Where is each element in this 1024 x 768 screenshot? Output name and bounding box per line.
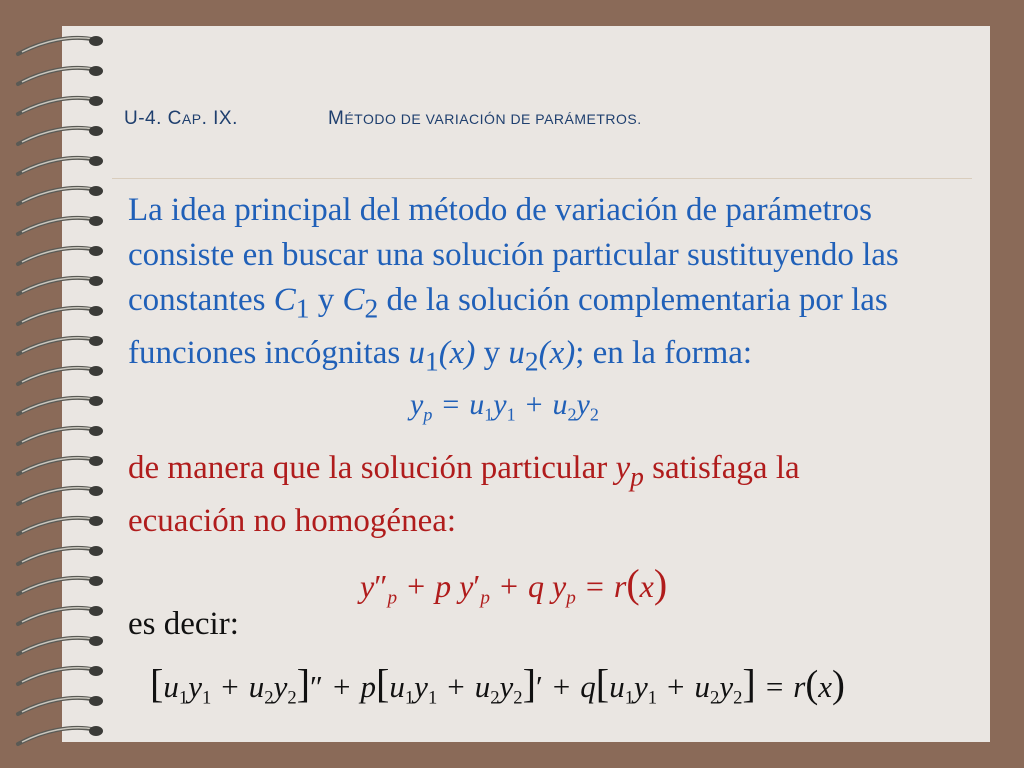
binding-hole [89, 96, 103, 106]
binding-hole [89, 426, 103, 436]
header-divider [112, 178, 972, 179]
binding-hole [89, 486, 103, 496]
expanded-equation: $[u_1y_1 + u_2y_2]'' + p[u_1y_1 + u_2y_2]' + q[u_1y_1 + u_2y_2] = r(x)$ [150, 661, 845, 709]
binding-hole [89, 456, 103, 466]
binding-hole [89, 396, 103, 406]
binding-hole [89, 636, 103, 646]
binding-hole [89, 66, 103, 76]
particular-solution-equation: $y_p = u_1y_1 + u_2y_2$ [410, 388, 599, 425]
es-decir-label: es decir: [128, 606, 239, 642]
binding-hole [89, 516, 103, 526]
condition-paragraph: de manera que la solución particular $y_p$ satisfaga la ecuación no homogénea: [128, 450, 800, 539]
page-title: MÉTODO DE VARIACIÓN DE PARÁMETROS. [328, 108, 642, 129]
spiral-binding [0, 0, 120, 768]
binding-hole [89, 276, 103, 286]
binding-hole [89, 696, 103, 706]
binding-hole [89, 126, 103, 136]
binding-hole [89, 546, 103, 556]
binding-hole [89, 726, 103, 736]
binding-hole [89, 156, 103, 166]
binding-hole [89, 336, 103, 346]
nonhomogeneous-equation: $y''_p + p$ $y'_p + q$ $y_p = r(x)$ [360, 561, 668, 609]
binding-hole [89, 216, 103, 226]
binding-hole [89, 666, 103, 676]
binding-hole [89, 36, 103, 46]
binding-hole [89, 606, 103, 616]
binding-hole [89, 306, 103, 316]
binding-hole [89, 186, 103, 196]
chapter-label: U-4. CAP. IX. [124, 108, 238, 129]
binding-hole [89, 246, 103, 256]
binding-hole [89, 576, 103, 586]
intro-paragraph: La idea principal del método de variación de parámetros consiste en buscar una solución particular sustituyendo las constantes $C_1$ y $C_2$ de la solución complementaria por las funciones incógnitas $u_1(x)$ y $u_2(x)$; en la forma: [128, 192, 899, 377]
binding-hole [89, 366, 103, 376]
